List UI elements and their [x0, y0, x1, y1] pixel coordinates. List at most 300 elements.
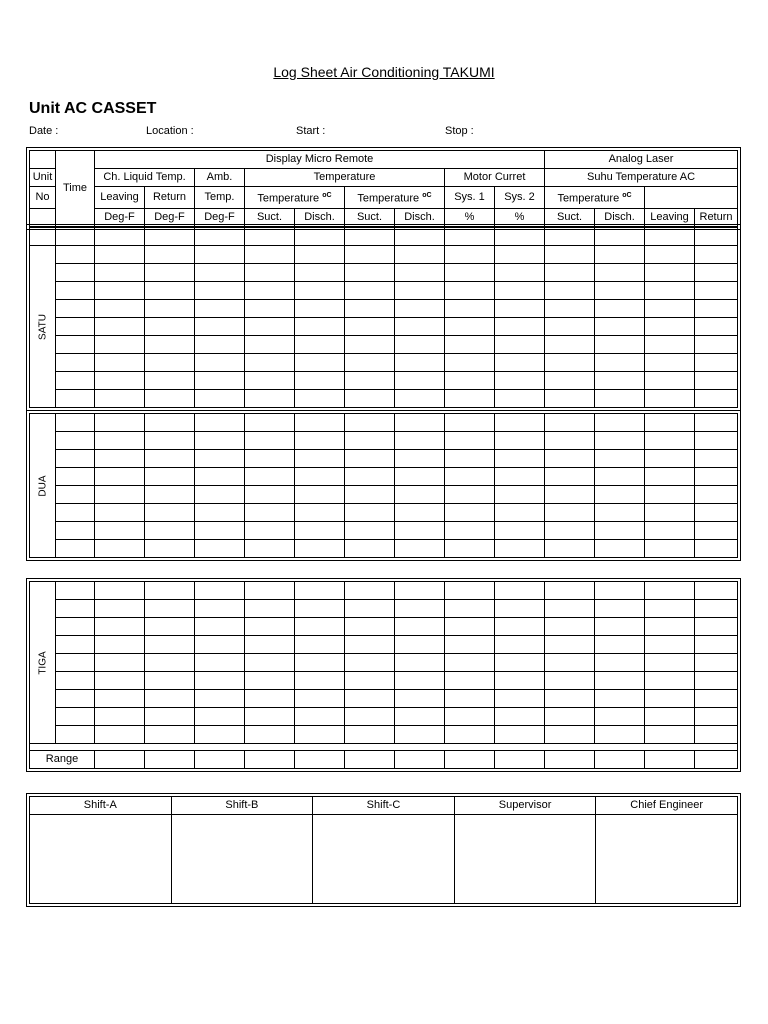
data-cell[interactable] [145, 300, 195, 318]
data-cell[interactable] [645, 708, 695, 726]
data-cell[interactable] [695, 372, 738, 390]
data-cell[interactable] [195, 636, 245, 654]
data-cell[interactable] [145, 432, 195, 450]
data-cell[interactable] [245, 582, 295, 600]
range-cell[interactable] [195, 751, 245, 769]
data-cell[interactable] [445, 672, 495, 690]
data-cell[interactable] [30, 228, 56, 246]
data-cell[interactable] [695, 432, 738, 450]
data-cell[interactable] [145, 372, 195, 390]
data-cell[interactable] [395, 504, 445, 522]
data-cell[interactable] [445, 726, 495, 744]
data-cell[interactable] [495, 690, 545, 708]
data-cell[interactable] [56, 318, 95, 336]
data-cell[interactable] [145, 414, 195, 432]
data-cell[interactable] [95, 432, 145, 450]
data-cell[interactable] [645, 264, 695, 282]
data-cell[interactable] [445, 708, 495, 726]
data-cell[interactable] [195, 300, 245, 318]
data-cell[interactable] [95, 300, 145, 318]
data-cell[interactable] [595, 414, 645, 432]
data-cell[interactable] [695, 246, 738, 264]
data-cell[interactable] [395, 228, 445, 246]
data-cell[interactable] [145, 486, 195, 504]
data-cell[interactable] [195, 708, 245, 726]
data-cell[interactable] [645, 354, 695, 372]
data-cell[interactable] [56, 582, 95, 600]
data-cell[interactable] [545, 390, 595, 408]
data-cell[interactable] [295, 450, 345, 468]
data-cell[interactable] [245, 300, 295, 318]
data-cell[interactable] [195, 372, 245, 390]
data-cell[interactable] [495, 522, 545, 540]
data-cell[interactable] [645, 582, 695, 600]
data-cell[interactable] [395, 522, 445, 540]
data-cell[interactable] [495, 708, 545, 726]
data-cell[interactable] [245, 432, 295, 450]
data-cell[interactable] [95, 246, 145, 264]
data-cell[interactable] [495, 504, 545, 522]
data-cell[interactable] [95, 390, 145, 408]
data-cell[interactable] [495, 264, 545, 282]
data-cell[interactable] [495, 672, 545, 690]
data-cell[interactable] [445, 504, 495, 522]
data-cell[interactable] [645, 540, 695, 558]
data-cell[interactable] [545, 582, 595, 600]
data-cell[interactable] [545, 282, 595, 300]
data-cell[interactable] [245, 336, 295, 354]
signature-shift-c-box[interactable] [313, 815, 455, 904]
data-cell[interactable] [545, 486, 595, 504]
data-cell[interactable] [395, 336, 445, 354]
data-cell[interactable] [395, 708, 445, 726]
data-cell[interactable] [195, 414, 245, 432]
data-cell[interactable] [245, 726, 295, 744]
data-cell[interactable] [495, 450, 545, 468]
data-cell[interactable] [56, 600, 95, 618]
range-cell[interactable] [545, 751, 595, 769]
data-cell[interactable] [445, 414, 495, 432]
data-cell[interactable] [245, 522, 295, 540]
data-cell[interactable] [645, 522, 695, 540]
data-cell[interactable] [295, 672, 345, 690]
data-cell[interactable] [495, 354, 545, 372]
data-cell[interactable] [595, 636, 645, 654]
data-cell[interactable] [56, 486, 95, 504]
data-cell[interactable] [595, 708, 645, 726]
data-cell[interactable] [695, 654, 738, 672]
data-cell[interactable] [395, 432, 445, 450]
data-cell[interactable] [595, 486, 645, 504]
data-cell[interactable] [595, 582, 645, 600]
data-cell[interactable] [595, 600, 645, 618]
data-cell[interactable] [245, 468, 295, 486]
range-cell[interactable] [695, 751, 738, 769]
data-cell[interactable] [495, 618, 545, 636]
data-cell[interactable] [95, 726, 145, 744]
range-cell[interactable] [445, 751, 495, 769]
data-cell[interactable] [95, 522, 145, 540]
data-cell[interactable] [445, 354, 495, 372]
data-cell[interactable] [95, 264, 145, 282]
data-cell[interactable] [445, 522, 495, 540]
data-cell[interactable] [295, 372, 345, 390]
data-cell[interactable] [245, 672, 295, 690]
data-cell[interactable] [56, 354, 95, 372]
range-cell[interactable] [145, 751, 195, 769]
data-cell[interactable] [295, 264, 345, 282]
data-cell[interactable] [395, 264, 445, 282]
data-cell[interactable] [695, 336, 738, 354]
data-cell[interactable] [295, 468, 345, 486]
data-cell[interactable] [645, 654, 695, 672]
range-cell[interactable] [595, 751, 645, 769]
data-cell[interactable] [345, 654, 395, 672]
data-cell[interactable] [345, 690, 395, 708]
data-cell[interactable] [345, 336, 395, 354]
data-cell[interactable] [545, 618, 595, 636]
data-cell[interactable] [445, 228, 495, 246]
data-cell[interactable] [595, 654, 645, 672]
data-cell[interactable] [56, 372, 95, 390]
data-cell[interactable] [445, 450, 495, 468]
data-cell[interactable] [295, 414, 345, 432]
data-cell[interactable] [695, 300, 738, 318]
data-cell[interactable] [345, 672, 395, 690]
data-cell[interactable] [295, 540, 345, 558]
data-cell[interactable] [695, 486, 738, 504]
data-cell[interactable] [495, 654, 545, 672]
data-cell[interactable] [245, 708, 295, 726]
data-cell[interactable] [695, 708, 738, 726]
data-cell[interactable] [295, 300, 345, 318]
data-cell[interactable] [56, 522, 95, 540]
data-cell[interactable] [595, 300, 645, 318]
data-cell[interactable] [645, 672, 695, 690]
data-cell[interactable] [195, 468, 245, 486]
data-cell[interactable] [395, 318, 445, 336]
data-cell[interactable] [545, 318, 595, 336]
data-cell[interactable] [695, 600, 738, 618]
data-cell[interactable] [245, 450, 295, 468]
data-cell[interactable] [695, 636, 738, 654]
data-cell[interactable] [545, 354, 595, 372]
data-cell[interactable] [95, 600, 145, 618]
data-cell[interactable] [195, 450, 245, 468]
data-cell[interactable] [295, 582, 345, 600]
data-cell[interactable] [395, 468, 445, 486]
data-cell[interactable] [95, 582, 145, 600]
signature-chief-engineer-box[interactable] [596, 815, 738, 904]
data-cell[interactable] [295, 522, 345, 540]
data-cell[interactable] [645, 450, 695, 468]
data-cell[interactable] [495, 432, 545, 450]
data-cell[interactable] [95, 654, 145, 672]
data-cell[interactable] [145, 672, 195, 690]
data-cell[interactable] [645, 504, 695, 522]
data-cell[interactable] [195, 540, 245, 558]
data-cell[interactable] [395, 582, 445, 600]
data-cell[interactable] [595, 726, 645, 744]
data-cell[interactable] [295, 354, 345, 372]
data-cell[interactable] [645, 372, 695, 390]
data-cell[interactable] [295, 726, 345, 744]
data-cell[interactable] [295, 390, 345, 408]
data-cell[interactable] [245, 318, 295, 336]
data-cell[interactable] [445, 540, 495, 558]
data-cell[interactable] [195, 654, 245, 672]
data-cell[interactable] [545, 414, 595, 432]
data-cell[interactable] [695, 318, 738, 336]
data-cell[interactable] [495, 300, 545, 318]
data-cell[interactable] [645, 468, 695, 486]
data-cell[interactable] [145, 228, 195, 246]
data-cell[interactable] [345, 582, 395, 600]
data-cell[interactable] [495, 468, 545, 486]
data-cell[interactable] [245, 690, 295, 708]
data-cell[interactable] [295, 636, 345, 654]
data-cell[interactable] [195, 504, 245, 522]
data-cell[interactable] [695, 540, 738, 558]
data-cell[interactable] [395, 246, 445, 264]
data-cell[interactable] [195, 264, 245, 282]
data-cell[interactable] [56, 282, 95, 300]
data-cell[interactable] [56, 636, 95, 654]
data-cell[interactable] [245, 372, 295, 390]
data-cell[interactable] [695, 450, 738, 468]
data-cell[interactable] [95, 636, 145, 654]
data-cell[interactable] [95, 618, 145, 636]
data-cell[interactable] [545, 540, 595, 558]
data-cell[interactable] [445, 690, 495, 708]
data-cell[interactable] [245, 654, 295, 672]
data-cell[interactable] [195, 690, 245, 708]
data-cell[interactable] [195, 318, 245, 336]
data-cell[interactable] [345, 228, 395, 246]
data-cell[interactable] [645, 414, 695, 432]
data-cell[interactable] [295, 654, 345, 672]
data-cell[interactable] [195, 282, 245, 300]
data-cell[interactable] [395, 636, 445, 654]
data-cell[interactable] [56, 504, 95, 522]
data-cell[interactable] [445, 246, 495, 264]
data-cell[interactable] [145, 618, 195, 636]
data-cell[interactable] [595, 540, 645, 558]
data-cell[interactable] [595, 618, 645, 636]
data-cell[interactable] [645, 690, 695, 708]
data-cell[interactable] [195, 726, 245, 744]
data-cell[interactable] [345, 540, 395, 558]
data-cell[interactable] [56, 264, 95, 282]
data-cell[interactable] [395, 450, 445, 468]
data-cell[interactable] [645, 636, 695, 654]
data-cell[interactable] [445, 282, 495, 300]
data-cell[interactable] [445, 600, 495, 618]
data-cell[interactable] [345, 600, 395, 618]
data-cell[interactable] [495, 600, 545, 618]
data-cell[interactable] [395, 282, 445, 300]
data-cell[interactable] [445, 618, 495, 636]
data-cell[interactable] [495, 372, 545, 390]
data-cell[interactable] [345, 300, 395, 318]
data-cell[interactable] [395, 354, 445, 372]
data-cell[interactable] [595, 282, 645, 300]
data-cell[interactable] [56, 390, 95, 408]
data-cell[interactable] [345, 618, 395, 636]
data-cell[interactable] [695, 228, 738, 246]
data-cell[interactable] [345, 318, 395, 336]
data-cell[interactable] [245, 618, 295, 636]
data-cell[interactable] [695, 264, 738, 282]
data-cell[interactable] [595, 228, 645, 246]
data-cell[interactable] [145, 726, 195, 744]
data-cell[interactable] [95, 414, 145, 432]
data-cell[interactable] [245, 228, 295, 246]
data-cell[interactable] [195, 600, 245, 618]
data-cell[interactable] [95, 708, 145, 726]
range-cell[interactable] [245, 751, 295, 769]
data-cell[interactable] [245, 282, 295, 300]
data-cell[interactable] [145, 336, 195, 354]
data-cell[interactable] [545, 636, 595, 654]
data-cell[interactable] [545, 504, 595, 522]
data-cell[interactable] [645, 618, 695, 636]
data-cell[interactable] [395, 654, 445, 672]
data-cell[interactable] [56, 246, 95, 264]
data-cell[interactable] [645, 228, 695, 246]
data-cell[interactable] [595, 450, 645, 468]
data-cell[interactable] [595, 690, 645, 708]
data-cell[interactable] [495, 228, 545, 246]
data-cell[interactable] [195, 336, 245, 354]
data-cell[interactable] [395, 672, 445, 690]
data-cell[interactable] [545, 264, 595, 282]
data-cell[interactable] [645, 282, 695, 300]
data-cell[interactable] [495, 336, 545, 354]
data-cell[interactable] [345, 468, 395, 486]
data-cell[interactable] [245, 504, 295, 522]
data-cell[interactable] [195, 582, 245, 600]
data-cell[interactable] [395, 600, 445, 618]
data-cell[interactable] [395, 300, 445, 318]
signature-shift-b-box[interactable] [171, 815, 313, 904]
data-cell[interactable] [345, 432, 395, 450]
data-cell[interactable] [345, 726, 395, 744]
data-cell[interactable] [245, 540, 295, 558]
data-cell[interactable] [595, 504, 645, 522]
data-cell[interactable] [345, 450, 395, 468]
data-cell[interactable] [395, 726, 445, 744]
data-cell[interactable] [295, 486, 345, 504]
data-cell[interactable] [395, 690, 445, 708]
data-cell[interactable] [695, 582, 738, 600]
data-cell[interactable] [95, 672, 145, 690]
data-cell[interactable] [395, 372, 445, 390]
data-cell[interactable] [695, 672, 738, 690]
data-cell[interactable] [295, 432, 345, 450]
data-cell[interactable] [545, 654, 595, 672]
range-cell[interactable] [645, 751, 695, 769]
data-cell[interactable] [295, 708, 345, 726]
data-cell[interactable] [545, 468, 595, 486]
data-cell[interactable] [695, 690, 738, 708]
data-cell[interactable] [345, 390, 395, 408]
data-cell[interactable] [345, 246, 395, 264]
data-cell[interactable] [145, 354, 195, 372]
data-cell[interactable] [595, 336, 645, 354]
data-cell[interactable] [545, 672, 595, 690]
data-cell[interactable] [345, 282, 395, 300]
data-cell[interactable] [595, 432, 645, 450]
data-cell[interactable] [295, 504, 345, 522]
data-cell[interactable] [56, 414, 95, 432]
data-cell[interactable] [545, 450, 595, 468]
signature-supervisor-box[interactable] [454, 815, 596, 904]
data-cell[interactable] [595, 672, 645, 690]
data-cell[interactable] [695, 522, 738, 540]
data-cell[interactable] [445, 318, 495, 336]
data-cell[interactable] [345, 354, 395, 372]
data-cell[interactable] [95, 540, 145, 558]
data-cell[interactable] [495, 414, 545, 432]
data-cell[interactable] [56, 540, 95, 558]
data-cell[interactable] [445, 336, 495, 354]
data-cell[interactable] [95, 468, 145, 486]
data-cell[interactable] [195, 672, 245, 690]
data-cell[interactable] [56, 468, 95, 486]
data-cell[interactable] [295, 228, 345, 246]
data-cell[interactable] [595, 390, 645, 408]
data-cell[interactable] [695, 414, 738, 432]
data-cell[interactable] [245, 264, 295, 282]
data-cell[interactable] [345, 372, 395, 390]
data-cell[interactable] [445, 372, 495, 390]
data-cell[interactable] [395, 390, 445, 408]
data-cell[interactable] [95, 318, 145, 336]
data-cell[interactable] [295, 618, 345, 636]
data-cell[interactable] [695, 726, 738, 744]
data-cell[interactable] [295, 318, 345, 336]
data-cell[interactable] [195, 522, 245, 540]
data-cell[interactable] [56, 726, 95, 744]
data-cell[interactable] [145, 390, 195, 408]
data-cell[interactable] [145, 636, 195, 654]
data-cell[interactable] [95, 282, 145, 300]
data-cell[interactable] [345, 708, 395, 726]
data-cell[interactable] [595, 522, 645, 540]
data-cell[interactable] [495, 282, 545, 300]
data-cell[interactable] [445, 636, 495, 654]
range-cell[interactable] [295, 751, 345, 769]
data-cell[interactable] [695, 468, 738, 486]
data-cell[interactable] [395, 486, 445, 504]
data-cell[interactable] [145, 522, 195, 540]
data-cell[interactable] [495, 246, 545, 264]
data-cell[interactable] [145, 264, 195, 282]
data-cell[interactable] [245, 246, 295, 264]
data-cell[interactable] [595, 354, 645, 372]
data-cell[interactable] [545, 522, 595, 540]
data-cell[interactable] [56, 228, 95, 246]
data-cell[interactable] [345, 504, 395, 522]
data-cell[interactable] [245, 600, 295, 618]
data-cell[interactable] [95, 228, 145, 246]
data-cell[interactable] [695, 618, 738, 636]
data-cell[interactable] [545, 726, 595, 744]
data-cell[interactable] [695, 354, 738, 372]
data-cell[interactable] [195, 486, 245, 504]
data-cell[interactable] [56, 672, 95, 690]
